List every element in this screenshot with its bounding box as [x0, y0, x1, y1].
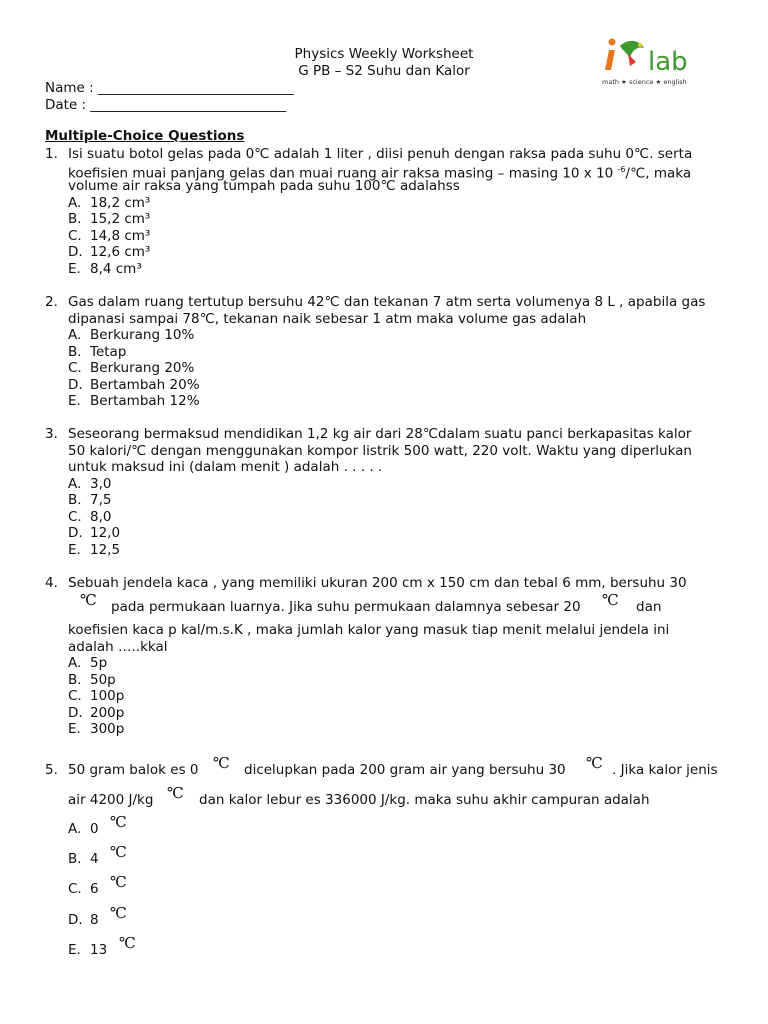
q5-line-1b: dicelupkan pada 200 gram air yang bersuhu 30: [244, 762, 566, 778]
q5-line-1a: 50 gram balok es 0: [68, 762, 199, 778]
q5-option-c[interactable]: C. 6: [68, 881, 99, 897]
q3-option-c[interactable]: C. 8,0: [68, 509, 112, 525]
degree-celsius-symbol: ℃: [110, 843, 127, 861]
q1-option-e[interactable]: E. 8,4 cm³: [68, 261, 142, 277]
degree-celsius-symbol: ℃: [213, 754, 230, 772]
q2-option-c[interactable]: C. Berkurang 20%: [68, 360, 195, 376]
q5-option-b[interactable]: B. 4: [68, 851, 99, 867]
logo-tagline: math ★ science ★ english: [602, 78, 687, 86]
q5-line-2a: air 4200 J/kg: [68, 792, 154, 808]
q1-option-c[interactable]: C. 14,8 cm³: [68, 228, 151, 244]
section-title: Multiple-Choice Questions: [45, 128, 245, 144]
q4-option-c[interactable]: C. 100p: [68, 688, 125, 704]
degree-celsius-symbol: ℃: [167, 784, 184, 802]
q2-number: 2.: [45, 294, 58, 310]
q1-option-d[interactable]: D. 12,6 cm³: [68, 244, 151, 260]
svg-text:lab: lab: [648, 47, 688, 77]
q3-line-3: untuk maksud ini (dalam menit ) adalah . . . . .: [68, 459, 383, 475]
q3-line-1: Seseorang bermaksud mendidikan 1,2 kg air dari 28℃dalam suatu panci berkapasitas kalor: [68, 426, 692, 442]
degree-celsius-symbol: ℃: [602, 591, 619, 609]
q4-line-4: adalah …..kkal: [68, 639, 168, 655]
q4-number: 4.: [45, 575, 58, 591]
q1-line-1: Isi suatu botol gelas pada 0℃ adalah 1 liter , diisi penuh dengan raksa pada suhu 0℃. serta: [68, 146, 693, 162]
q3-number: 3.: [45, 426, 58, 442]
degree-celsius-symbol: ℃: [110, 873, 127, 891]
q4-line-3: koefisien kaca p kal/m.s.K , maka jumlah kalor yang masuk tiap menit melalui jendela ini: [68, 622, 670, 638]
q1-line-3: volume air raksa yang tumpah pada suhu 100℃ adalahss: [68, 178, 460, 194]
q4-line-1: Sebuah jendela kaca , yang memiliki ukuran 200 cm x 150 cm dan tebal 6 mm, bersuhu 30: [68, 575, 687, 591]
ilab-logo-graphic: [600, 36, 710, 88]
q4-option-e[interactable]: E. 300p: [68, 721, 125, 737]
q2-line-2: dipanasi sampai 78℃, tekanan naik sebesar 1 atm maka volume gas adalah: [68, 311, 587, 327]
q2-option-a[interactable]: A. Berkurang 10%: [68, 327, 195, 343]
q5-option-e[interactable]: E. 13: [68, 942, 108, 958]
q3-option-e[interactable]: E. 12,5: [68, 542, 121, 558]
q1-option-b[interactable]: B. 15,2 cm³: [68, 211, 151, 227]
q5-option-a[interactable]: A. 0: [68, 821, 99, 837]
worksheet-title: Physics Weekly Worksheet: [294, 46, 474, 62]
degree-celsius-symbol: ℃: [586, 754, 603, 772]
q4-line-2b: dan: [636, 599, 662, 615]
degree-celsius-symbol: ℃: [119, 934, 136, 952]
q4-option-a[interactable]: A. 5p: [68, 655, 108, 671]
q4-option-d[interactable]: D. 200p: [68, 705, 125, 721]
q3-option-b[interactable]: B. 7,5: [68, 492, 112, 508]
q3-option-a[interactable]: A. 3,0: [68, 476, 112, 492]
q5-option-d[interactable]: D. 8: [68, 912, 99, 928]
q4-line-2a: pada permukaan luarnya. Jika suhu permukaan dalamnya sebesar 20: [111, 599, 581, 615]
q5-line-2b: dan kalor lebur es 336000 J/kg. maka suhu akhir campuran adalah: [199, 792, 650, 808]
degree-celsius-symbol: ℃: [110, 904, 127, 922]
date-field[interactable]: Date : _____________________________: [45, 97, 287, 113]
degree-celsius-symbol: ℃: [80, 591, 97, 609]
q1-option-a[interactable]: A. 18,2 cm³: [68, 195, 151, 211]
worksheet-subtitle: G PB – S2 Suhu dan Kalor: [298, 63, 470, 79]
q2-option-e[interactable]: E. Bertambah 12%: [68, 393, 200, 409]
q2-option-d[interactable]: D. Bertambah 20%: [68, 377, 200, 393]
q2-line-1: Gas dalam ruang tertutup bersuhu 42℃ dan tekanan 7 atm serta volumenya 8 L , apabila gas: [68, 294, 706, 310]
name-field[interactable]: Name : _____________________________: [45, 80, 294, 96]
q3-option-d[interactable]: D. 12,0: [68, 525, 121, 541]
ilab-logo: [600, 36, 710, 88]
q3-line-2: 50 kalori/℃ dengan menggunakan kompor listrik 500 watt, 220 volt. Waktu yang diperlukan: [68, 443, 692, 459]
q2-option-b[interactable]: B. Tetap: [68, 344, 127, 360]
q1-number: 1.: [45, 146, 58, 162]
q5-line-1c: . Jika kalor jenis: [612, 762, 718, 778]
q4-option-b[interactable]: B. 50p: [68, 672, 116, 688]
q1-line-2: koefisien muai panjang gelas dan muai ruang air raksa masing – masing 10 x 10 $^{-6}$/℃, maka: [68, 165, 692, 182]
q5-number: 5.: [45, 762, 58, 778]
degree-celsius-symbol: ℃: [110, 813, 127, 831]
